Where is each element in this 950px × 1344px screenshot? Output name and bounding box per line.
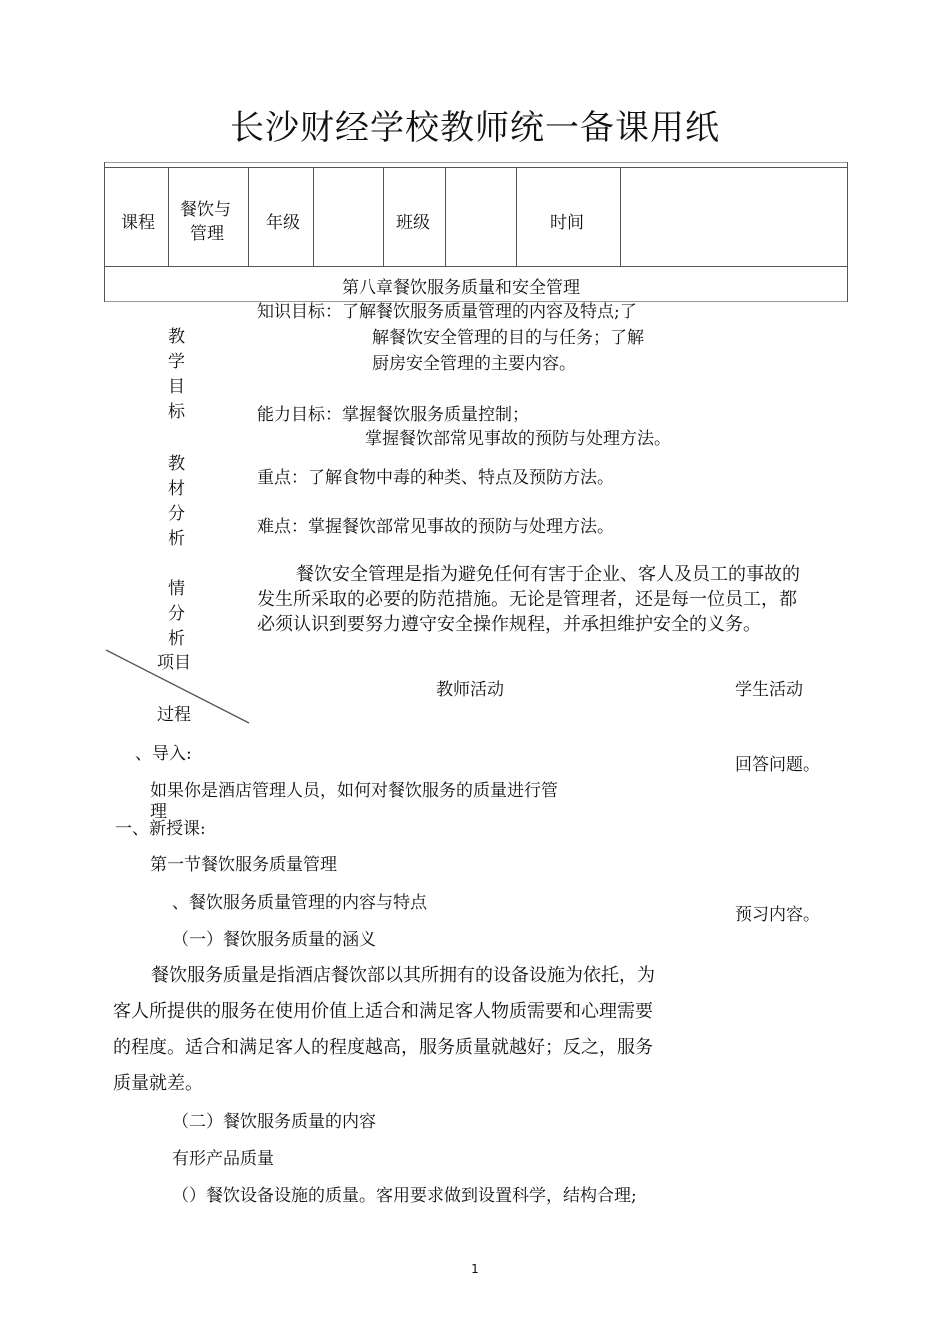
knowledge-objective-line1: 知识目标：了解餐饮服务质量管理的内容及特点;了: [257, 302, 637, 322]
sub-b-title: （二）餐饮服务质量的内容: [172, 1112, 376, 1132]
side-label-situation-2: 分: [168, 604, 185, 624]
situation-line3: 必须认识到要努力遵守安全操作规程，并承担维护安全的义务。: [257, 614, 761, 635]
chapter-title: 第八章餐饮服务质量和安全管理: [342, 278, 580, 298]
document-title: 长沙财经学校教师统一备课用纸: [230, 108, 720, 148]
section1-title: 第一节餐饮服务质量管理: [150, 855, 337, 875]
para1-line1: 餐饮服务质量是指酒店餐饮部以其所拥有的设备设施为依托，为: [151, 965, 655, 986]
para1-line4: 质量就差。: [113, 1073, 203, 1094]
difficult-point: 难点：掌握餐饮部常见事故的预防与处理方法。: [257, 517, 614, 537]
student-activity-header: 学生活动: [735, 680, 803, 700]
table-col-divider-5: [445, 167, 446, 266]
side-label-objectives-1: 教: [168, 327, 185, 347]
sub-a-title: （一）餐饮服务质量的涵义: [172, 930, 376, 950]
intro-heading: 、导入:: [135, 744, 192, 764]
side-label-material-1: 教: [168, 454, 185, 474]
table-col-divider-7: [620, 167, 621, 266]
page-number: 1: [471, 1262, 479, 1276]
situation-line2: 发生所采取的必要的防范措施。无论是管理者，还是每一位员工，都: [257, 589, 797, 610]
side-label-material-2: 材: [168, 479, 185, 499]
grade-label: 年级: [266, 213, 300, 233]
key-point: 重点：了解食物中毒的种类、特点及预防方法。: [257, 468, 614, 488]
table-col-divider-1: [168, 167, 169, 266]
class-label: 班级: [396, 213, 430, 233]
time-label: 时间: [550, 213, 584, 233]
course-label: 课程: [121, 213, 155, 233]
side-label-objectives-4: 标: [168, 402, 185, 422]
intro-question-line2: 理: [150, 802, 167, 822]
side-label-situation-3: 析: [168, 629, 185, 649]
table-left-border: [104, 162, 105, 302]
side-label-material-4: 析: [168, 529, 185, 549]
side-label-objectives-2: 学: [168, 352, 185, 372]
subsection1-title: 、餐饮服务质量管理的内容与特点: [172, 893, 427, 913]
student-answer: 回答问题。: [735, 755, 820, 775]
side-label-situation-1: 情: [168, 579, 185, 599]
table-top-border: [104, 167, 848, 168]
para1-line3: 的程度。适合和满足客人的程度越高，服务质量就越好；反之，服务: [113, 1037, 653, 1058]
course-value-line1: 餐饮与: [180, 200, 231, 220]
teacher-activity-header: 教师活动: [436, 680, 504, 700]
knowledge-objective-line3: 厨房安全管理的主要内容。: [372, 354, 576, 374]
ability-objective-line2: 掌握餐饮部常见事故的预防与处理方法。: [365, 429, 671, 449]
ability-objective-line1: 能力目标：掌握餐饮服务质量控制；: [257, 405, 529, 425]
item1-equipment-quality: （）餐饮设备设施的质量。客用要求做到设置科学，结构合理;: [172, 1186, 637, 1206]
situation-line1: 餐饮安全管理是指为避免任何有害于企业、客人及员工的事故的: [296, 564, 800, 585]
new-lesson-heading: 一、新授课:: [115, 819, 206, 839]
table-col-divider-2: [248, 167, 249, 266]
table-row-divider: [104, 266, 848, 267]
table-col-divider-4: [383, 167, 384, 266]
table-col-divider-6: [516, 167, 517, 266]
process-label: 过程: [157, 705, 191, 725]
course-value-line2: 管理: [190, 224, 224, 244]
knowledge-objective-line2: 解餐饮安全管理的目的与任务；了解: [372, 328, 644, 348]
side-label-objectives-3: 目: [168, 377, 185, 397]
tangible-product-quality: 有形产品质量: [172, 1149, 274, 1169]
student-preview: 预习内容。: [735, 905, 820, 925]
side-label-material-3: 分: [168, 504, 185, 524]
para1-line2: 客人所提供的服务在使用价值上适合和满足客人物质需要和心理需要: [113, 1001, 653, 1022]
item-label: 项目: [157, 653, 191, 673]
intro-question-line1: 如果你是酒店管理人员，如何对餐饮服务的质量进行管: [150, 781, 558, 801]
table-top-border-outer: [104, 162, 848, 163]
table-right-border: [847, 162, 848, 302]
table-col-divider-3: [313, 167, 314, 266]
